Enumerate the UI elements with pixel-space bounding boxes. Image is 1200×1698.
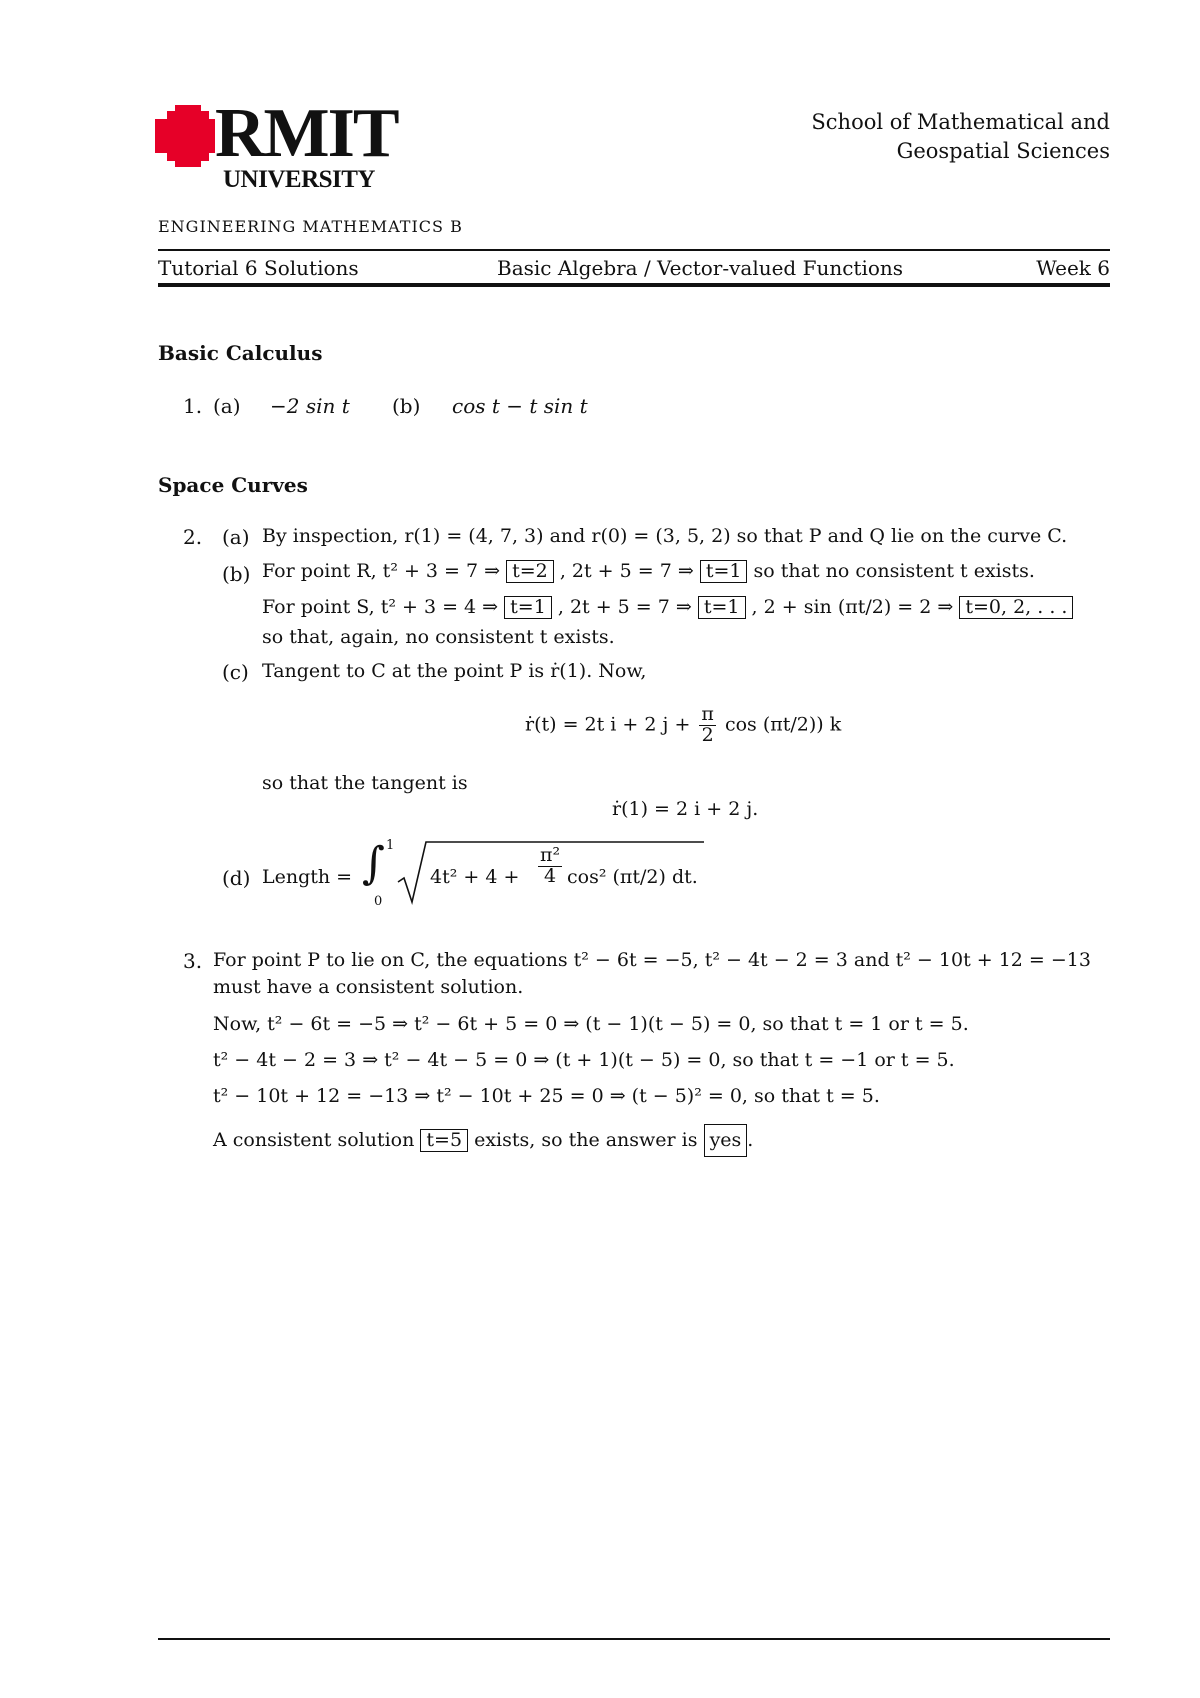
q3-line5: t² − 10t + 12 = −13 ⇒ t² − 10t + 25 = 0 ⇒ (t − 5)² = 0, so that t = 5. (213, 1085, 880, 1107)
q2-b-point-s-line (262, 596, 1073, 619)
q1-part-b-answer: cos t − t sin t (452, 394, 588, 418)
q2-d-length-expression (262, 838, 702, 908)
q2-c-eq-left: ṙ(t) = 2t i + 2 j + (525, 713, 691, 736)
q2-b-r-post: so that no consistent t exists. (753, 560, 1035, 582)
q2-c-eq-right: cos (πt/2)) k (724, 713, 842, 736)
q2-number: 2. (183, 525, 203, 549)
q3-line6-post: . (747, 1129, 754, 1151)
footer-rule (158, 1638, 1110, 1640)
q2-d-numerator: π² (540, 844, 561, 866)
integral-sign-icon: ∫ (362, 838, 385, 889)
q2-d-upper-limit: 1 (386, 838, 395, 853)
header-right: Week 6 (1036, 256, 1110, 280)
q2-part-b-label: (b) (222, 562, 251, 586)
q3-answer-box-yes: yes (704, 1124, 748, 1157)
q2-b-s-box3: t=0, 2, . . . (959, 596, 1073, 619)
section-heading-curves: Space Curves (158, 473, 308, 497)
q2-d-inner-right: cos² (πt/2) dt. (567, 866, 698, 888)
q3-line4: t² − 4t − 2 = 3 ⇒ t² − 4t − 5 = 0 ⇒ (t + 1)(t − 5) = 0, so that t = −1 or t = 5. (213, 1049, 955, 1071)
q3-conclusion-line (213, 1124, 753, 1157)
logo-word: RMIT (215, 95, 398, 172)
q2-b-s-mid2: , 2 + sin (πt/2) = 2 ⇒ (751, 596, 954, 618)
q2-b-r-box2: t=1 (700, 560, 748, 583)
q2-b-s-post: so that, again, no consistent t exists. (262, 626, 615, 648)
q2-b-r-box1: t=2 (506, 560, 554, 583)
section-heading-calculus: Basic Calculus (158, 341, 323, 365)
rmit-pixel-mark-icon (155, 105, 217, 167)
q2-part-c-text: Tangent to C at the point P is ṙ(1). Now, (262, 660, 647, 682)
q2-d-length-label: Length = (262, 866, 353, 888)
logo-subtitle: UNIVERSITY (223, 166, 375, 193)
school-name-line1: School of Mathematical and (811, 110, 1110, 134)
q3-line1: For point P to lie on C, the equations t² − 6t = −5, t² − 4t − 2 = 3 and t² − 10t + 12 = −13 (213, 949, 1091, 971)
q3-number: 3. (183, 949, 203, 973)
q3-line6-pre: A consistent solution (213, 1129, 415, 1151)
q2-c-eq-denominator: 2 (701, 723, 714, 746)
q3-answer-box-t: t=5 (420, 1129, 468, 1152)
q2-part-a-text: By inspection, r(1) = (4, 7, 3) and r(0) = (3, 5, 2) so that P and Q lie on the curve C. (262, 525, 1068, 547)
q2-c-equation-rdot (525, 705, 841, 746)
q2-part-d-label: (d) (222, 866, 251, 890)
q2-d-inner-left: 4t² + 4 + (430, 866, 520, 888)
q2-c-eq-numerator: π (701, 703, 714, 725)
q2-part-a-label: (a) (222, 525, 250, 549)
q2-b-s-box1: t=1 (504, 596, 552, 619)
header-bottom-rule (158, 283, 1110, 287)
q2-b-point-r-line (262, 560, 1035, 583)
q2-c-eq-fraction (699, 705, 716, 746)
school-name-line2: Geospatial Sciences (896, 139, 1110, 163)
q3-line2: must have a consistent solution. (213, 976, 524, 998)
q3-line3: Now, t² − 6t = −5 ⇒ t² − 6t + 5 = 0 ⇒ (t − 1)(t − 5) = 0, so that t = 1 or t = 5. (213, 1013, 969, 1035)
header-top-rule (158, 249, 1110, 251)
course-title: ENGINEERING MATHEMATICS B (158, 217, 463, 236)
q2-d-denominator: 4 (544, 864, 557, 887)
q1-part-a-answer: −2 sin t (270, 394, 350, 418)
q2-b-s-mid1: , 2t + 5 = 7 ⇒ (557, 596, 692, 618)
q2-part-c-label: (c) (222, 660, 249, 684)
q2-b-s-pre: For point S, t² + 3 = 4 ⇒ (262, 596, 499, 618)
q2-c-so-that: so that the tangent is (262, 772, 468, 794)
rmit-logo (155, 95, 415, 195)
q1-part-a-label: (a) (213, 394, 241, 418)
q3-line6-mid: exists, so the answer is (474, 1129, 698, 1151)
q2-d-fraction (538, 846, 562, 887)
q1-number: 1. (183, 394, 203, 418)
q2-b-s-box2: t=1 (698, 596, 746, 619)
q1-part-b-label: (b) (392, 394, 421, 418)
q2-b-r-pre: For point R, t² + 3 = 7 ⇒ (262, 560, 501, 582)
header-left: Tutorial 6 Solutions (158, 256, 359, 280)
q2-d-lower-limit: 0 (374, 894, 383, 909)
q2-c-equation-tangent: ṙ(1) = 2 i + 2 j. (612, 798, 759, 820)
header-center: Basic Algebra / Vector-valued Functions (497, 256, 904, 280)
q2-b-r-mid: , 2t + 5 = 7 ⇒ (559, 560, 694, 582)
